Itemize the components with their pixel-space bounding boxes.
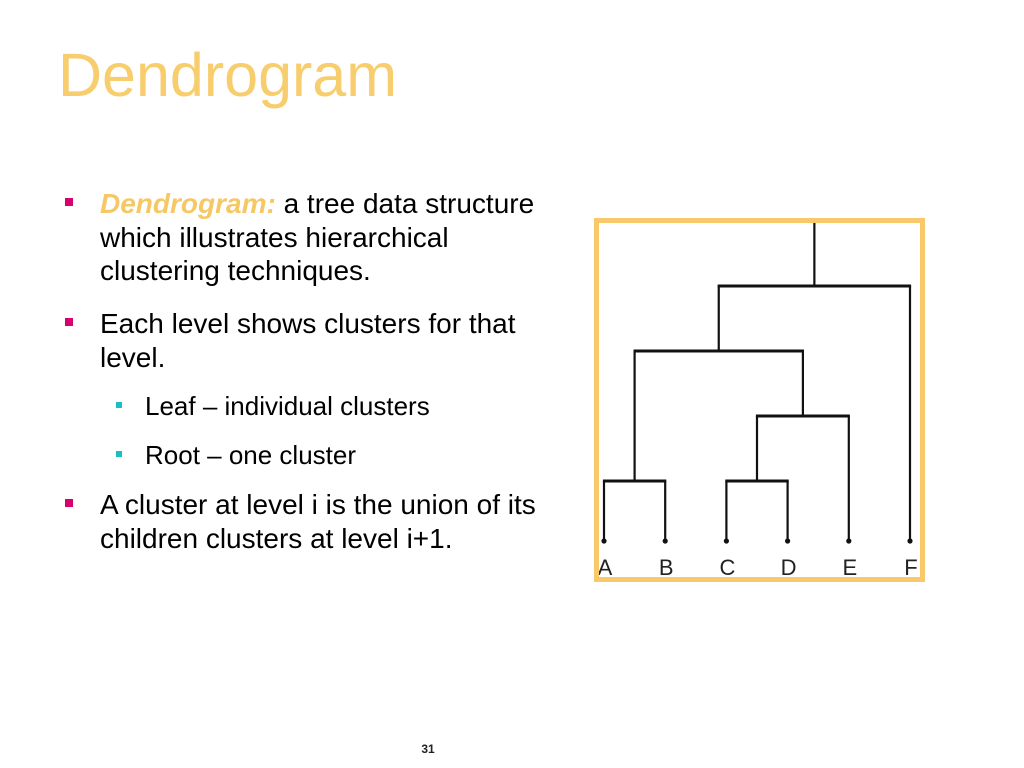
dendrogram-diagram [594,218,925,582]
leaf-dot-c [724,538,729,543]
bullet-marker [65,499,73,507]
sub-bullet-marker [116,451,122,457]
sub-bullet-root [145,440,565,471]
bullet-text: Each level shows clusters for that level. [100,308,516,373]
leaf-dot-b [663,538,668,543]
bullet-definition [100,187,562,288]
bullet-text: a tree data structure which illustrates hierarchical clustering techniques. [100,188,535,287]
slide-title: Dendrogram [58,41,398,109]
bullet-text: A cluster at level i is the union of its children clusters at level i+1. [100,489,536,554]
page-number: 31 [421,742,435,756]
leaf-dot-a [601,538,606,543]
leaf-dot-f [907,538,912,543]
leaf-label-f: F [904,555,918,580]
leaf-dot-d [785,538,790,543]
dendrogram-marks [598,222,918,580]
bullet-levels [100,307,562,374]
sub-bullet-leaf [145,391,565,422]
sub-bullet-marker [116,402,122,408]
diagram-frame [597,221,923,580]
leaf-label-b: B [658,555,674,580]
leaf-dot-e [846,538,851,543]
bullet-marker [65,198,73,206]
leaf-label-a: A [597,555,613,580]
leaf-label-c: C [719,555,736,580]
bullet-marker [65,318,73,326]
leaf-label-e: E [842,555,858,580]
bullet-union [100,488,562,555]
bullet-term: Dendrogram: [100,188,276,219]
sub-bullet-text: Root – one cluster [145,440,357,470]
leaf-label-d: D [780,555,797,580]
sub-bullet-text: Leaf – individual clusters [145,391,430,421]
